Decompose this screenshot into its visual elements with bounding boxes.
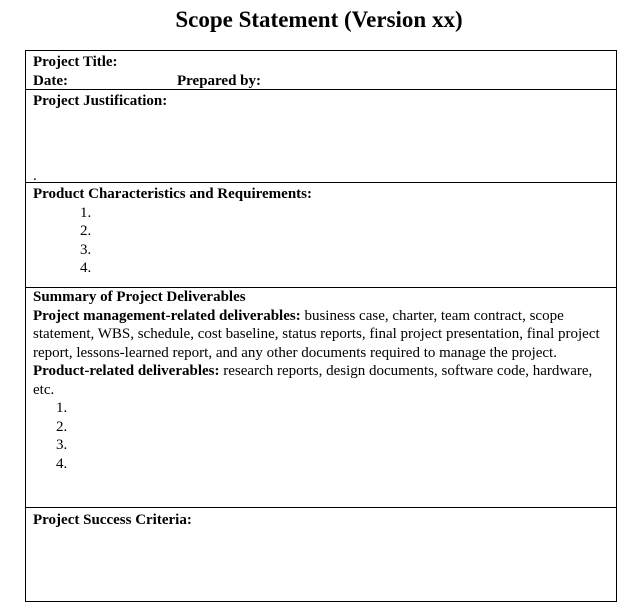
list-item: 4. bbox=[80, 260, 92, 276]
scope-statement-form bbox=[25, 50, 617, 602]
list-item: 4. bbox=[56, 455, 68, 472]
project-title-label: Project Title: bbox=[33, 54, 118, 70]
deliverables-list bbox=[33, 399, 609, 473]
deliverables-section bbox=[26, 287, 616, 507]
list-item: 3. bbox=[80, 241, 92, 258]
project-info-section bbox=[26, 51, 616, 89]
list-item: 2. bbox=[80, 223, 92, 239]
success-criteria-section bbox=[26, 507, 616, 601]
justification-label: Project Justification: bbox=[33, 93, 168, 109]
justification-section bbox=[26, 89, 616, 182]
list-item: 2. bbox=[56, 418, 68, 435]
product-deliverables-text: research reports, design documents, software code, hardware, etc. bbox=[33, 363, 593, 398]
pm-deliverables-paragraph bbox=[33, 307, 609, 363]
pm-deliverables-label: Project management-related deliverables: bbox=[33, 307, 301, 324]
date-label: Date: bbox=[33, 72, 68, 89]
success-criteria-label: Project Success Criteria: bbox=[33, 512, 192, 528]
product-characteristics-section bbox=[26, 182, 616, 287]
product-requirements-list bbox=[33, 204, 609, 278]
document-title: Scope Statement (Version xx) bbox=[175, 7, 463, 32]
list-item: 1. bbox=[56, 400, 68, 416]
deliverables-heading: Summary of Project Deliverables bbox=[33, 289, 246, 305]
pm-deliverables-text: business case, charter, team contract, scope statement, WBS, schedule, cost baseline, status reports, final project presentation, final project report, lessons-learned report, and any other documents required to manage the project. bbox=[33, 307, 600, 361]
list-item: 1. bbox=[80, 204, 92, 221]
trailing-period: . bbox=[33, 168, 37, 184]
product-deliverables-label: Product-related deliverables: bbox=[33, 363, 220, 379]
date-prepared-row bbox=[33, 72, 609, 91]
product-characteristics-label: Product Characteristics and Requirements: bbox=[33, 186, 312, 202]
product-deliverables-paragraph bbox=[33, 362, 609, 399]
prepared-by-label: Prepared by: bbox=[177, 72, 262, 89]
list-item: 3. bbox=[56, 437, 68, 453]
